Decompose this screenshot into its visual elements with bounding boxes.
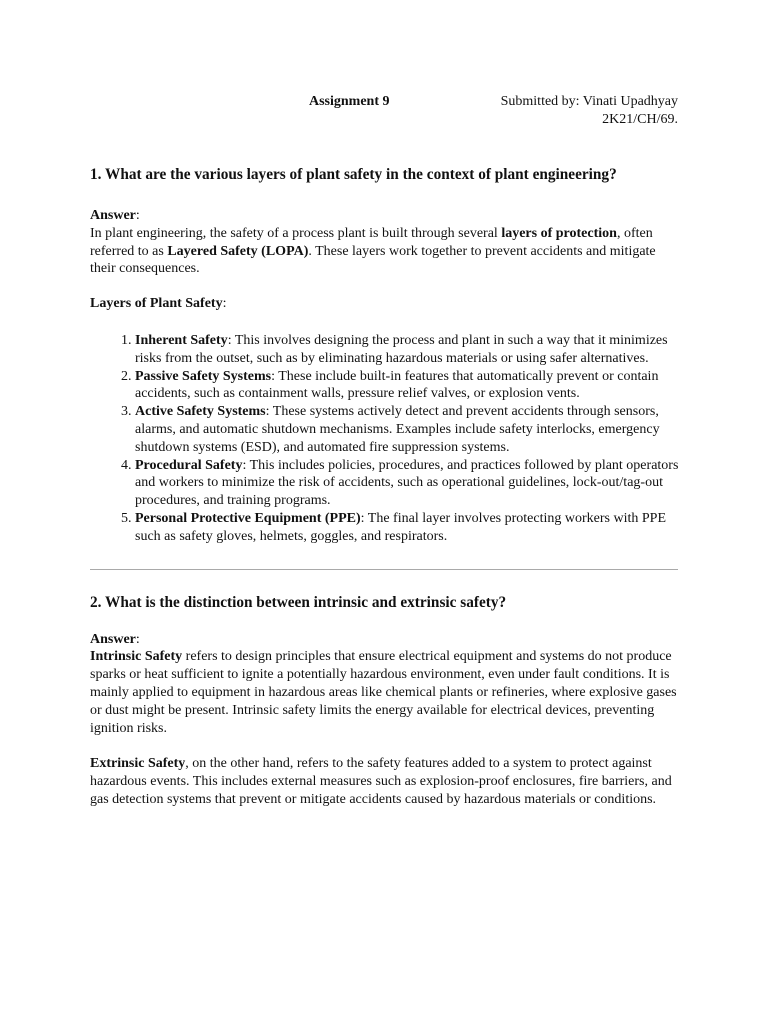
list-item-text: : This involves designing the process and plant in such a way that it minimizes risks from the outset, such as by eliminating hazardous materials or using safer alternatives. (135, 332, 668, 366)
list-item (135, 403, 680, 456)
section-divider (90, 569, 678, 570)
list-item-text: : These include built-in features that automatically prevent or contain accidents, such as containment walls, pressure relief valves, or explosion vents. (135, 368, 659, 402)
intro-text-1: In plant engineering, the safety of a process plant is built through several (90, 225, 502, 241)
roll-number: 2K21/CH/69. (602, 111, 678, 127)
layers-heading-text: Layers of Plant Safety (90, 296, 223, 312)
submitted-by: Submitted by: Vinati Upadhyay (500, 94, 678, 109)
question-1: 1. What are the various layers of plant safety in the context of plant engineering? (90, 166, 617, 183)
list-item-title: Passive Safety Systems (135, 368, 272, 384)
layers-heading: Layers of Plant Safety: (90, 296, 227, 312)
answer-label-1-text: Answer (90, 208, 136, 223)
intro-text-2: , often referred to as (90, 225, 653, 259)
answer-1-intro (90, 225, 680, 278)
list-item-text: : This includes policies, procedures, and practices followed by plant operators and workers to minimize the risk of accidents, such as operational guidelines, lock-out/tag-out procedures, and training programs. (135, 457, 679, 509)
intrinsic-paragraph (90, 648, 680, 737)
document-header (90, 93, 678, 133)
assignment-title: Assignment 9 (309, 94, 390, 109)
list-item-text: : The final layer involves protecting workers with PPE such as safety gloves, helmets, goggles, and respirators. (135, 510, 667, 544)
list-item-title: Active Safety Systems (135, 404, 266, 420)
extrinsic-text: , on the other hand, refers to the safety features added to a system to protect against hazardous events. This includes external measures such as explosion-proof enclosures, fire barriers, and gas detection systems that prevent or mitigate accidents caused by hazardous materials or conditions. (90, 756, 672, 807)
list-item-text: : These systems actively detect and prevent accidents through sensors, alarms, and automatic shutdown mechanisms. Examples include safety interlocks, emergency shutdown systems (ESD), and automated fire suppression systems. (135, 404, 660, 455)
submission-info (501, 93, 678, 129)
list-item (135, 332, 680, 368)
intrinsic-text: refers to design principles that ensure electrical equipment and systems do not produce sparks or heat sufficient to ignite a potentially hazardous environment, even under fault conditions. It is mainly applied to equipment in hazardous areas like chemical plants or refineries, where explosive gases or dust might be present. Intrinsic safety limits the energy available for electrical devices, preventing ignition risks. (90, 649, 677, 736)
list-item-title: Procedural Safety (135, 457, 243, 473)
answer-label-1: Answer: (90, 208, 140, 223)
answer-label-2: Answer: (90, 631, 140, 647)
intrinsic-title: Intrinsic Safety (90, 649, 183, 665)
question-2: 2. What is the distinction between intrinsic and extrinsic safety? (90, 593, 507, 611)
intro-bold-2: Layered Safety (LOPA) (167, 243, 309, 259)
list-item (135, 510, 680, 546)
list-item (135, 368, 680, 404)
list-item-title: Inherent Safety (135, 332, 228, 348)
list-item (135, 457, 680, 510)
intro-text-3: . These layers work together to prevent accidents and mitigate their consequences. (90, 243, 656, 277)
extrinsic-paragraph (90, 755, 680, 808)
layers-list (90, 332, 680, 546)
intro-bold-1: layers of protection (501, 225, 617, 241)
document-body (90, 165, 680, 809)
answer-label-2-text: Answer (90, 631, 136, 647)
list-item-title: Personal Protective Equipment (PPE) (135, 510, 361, 526)
extrinsic-title: Extrinsic Safety (90, 756, 186, 772)
